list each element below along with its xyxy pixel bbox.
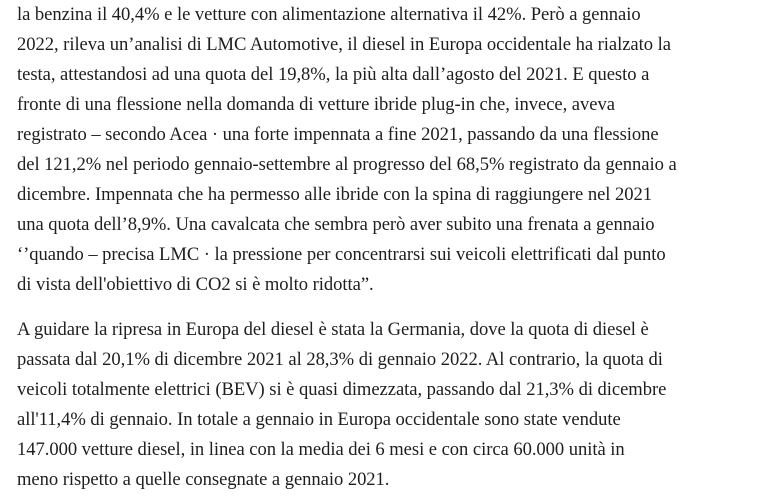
text-line: all'11,4% di gennaio. In totale a gennaio in Europa occidentale sono state vendute: [17, 409, 621, 430]
text-line: A guidare la ripresa in Europa del diesel è stata la Germania, dove la quota di diesel è: [17, 319, 649, 340]
text-line: registrato – secondo Acea · una forte impennata a fine 2021, passando da una flessione: [17, 124, 659, 145]
text-line: 147.000 vetture diesel, in linea con la media dei 6 mesi e con circa 60.000 unità in: [17, 439, 625, 460]
text-line: testa, attestandosi ad una quota del 19,8%, la più alta dall’agosto del 2021. E questo a: [17, 64, 650, 85]
paragraph-germany-diesel: [17, 315, 762, 495]
paragraph-diesel-market-share: [17, 0, 762, 300]
text-line: di vista dell'obiettivo di CO2 si è molto ridotta”.: [17, 274, 374, 295]
text-line: la benzina il 40,4% e le vetture con alimentazione alternativa il 42%. Però a gennaio: [17, 4, 641, 25]
text-line: ‘’quando – precisa LMC · la pressione per concentrarsi sui veicoli elettrificati dal punto: [17, 244, 666, 265]
text-line: dicembre. Impennata che ha permesso alle ibride con la spina di raggiungere nel 2021: [17, 184, 652, 205]
text-line: del 121,2% nel periodo gennaio-settembre al progresso del 68,5% registrato da gennaio a: [17, 154, 677, 175]
article-body: [17, 0, 762, 495]
text-line: passata dal 20,1% di dicembre 2021 al 28,3% di gennaio 2022. Al contrario, la quota di: [17, 349, 663, 370]
text-line: 2022, rileva un’analisi di LMC Automotive, il diesel in Europa occidentale ha rialzato la: [17, 34, 671, 55]
text-line: meno rispetto a quelle consegnate a gennaio 2021.: [17, 469, 390, 490]
text-line: veicoli totalmente elettrici (BEV) si è quasi dimezzata, passando dal 21,3% di dicembre: [17, 379, 667, 400]
text-line: fronte di una flessione nella domanda di vetture ibride plug-in che, invece, aveva: [17, 94, 615, 115]
text-line: una quota dell’8,9%. Una cavalcata che sembra però aver subito una frenata a gennaio: [17, 214, 655, 235]
